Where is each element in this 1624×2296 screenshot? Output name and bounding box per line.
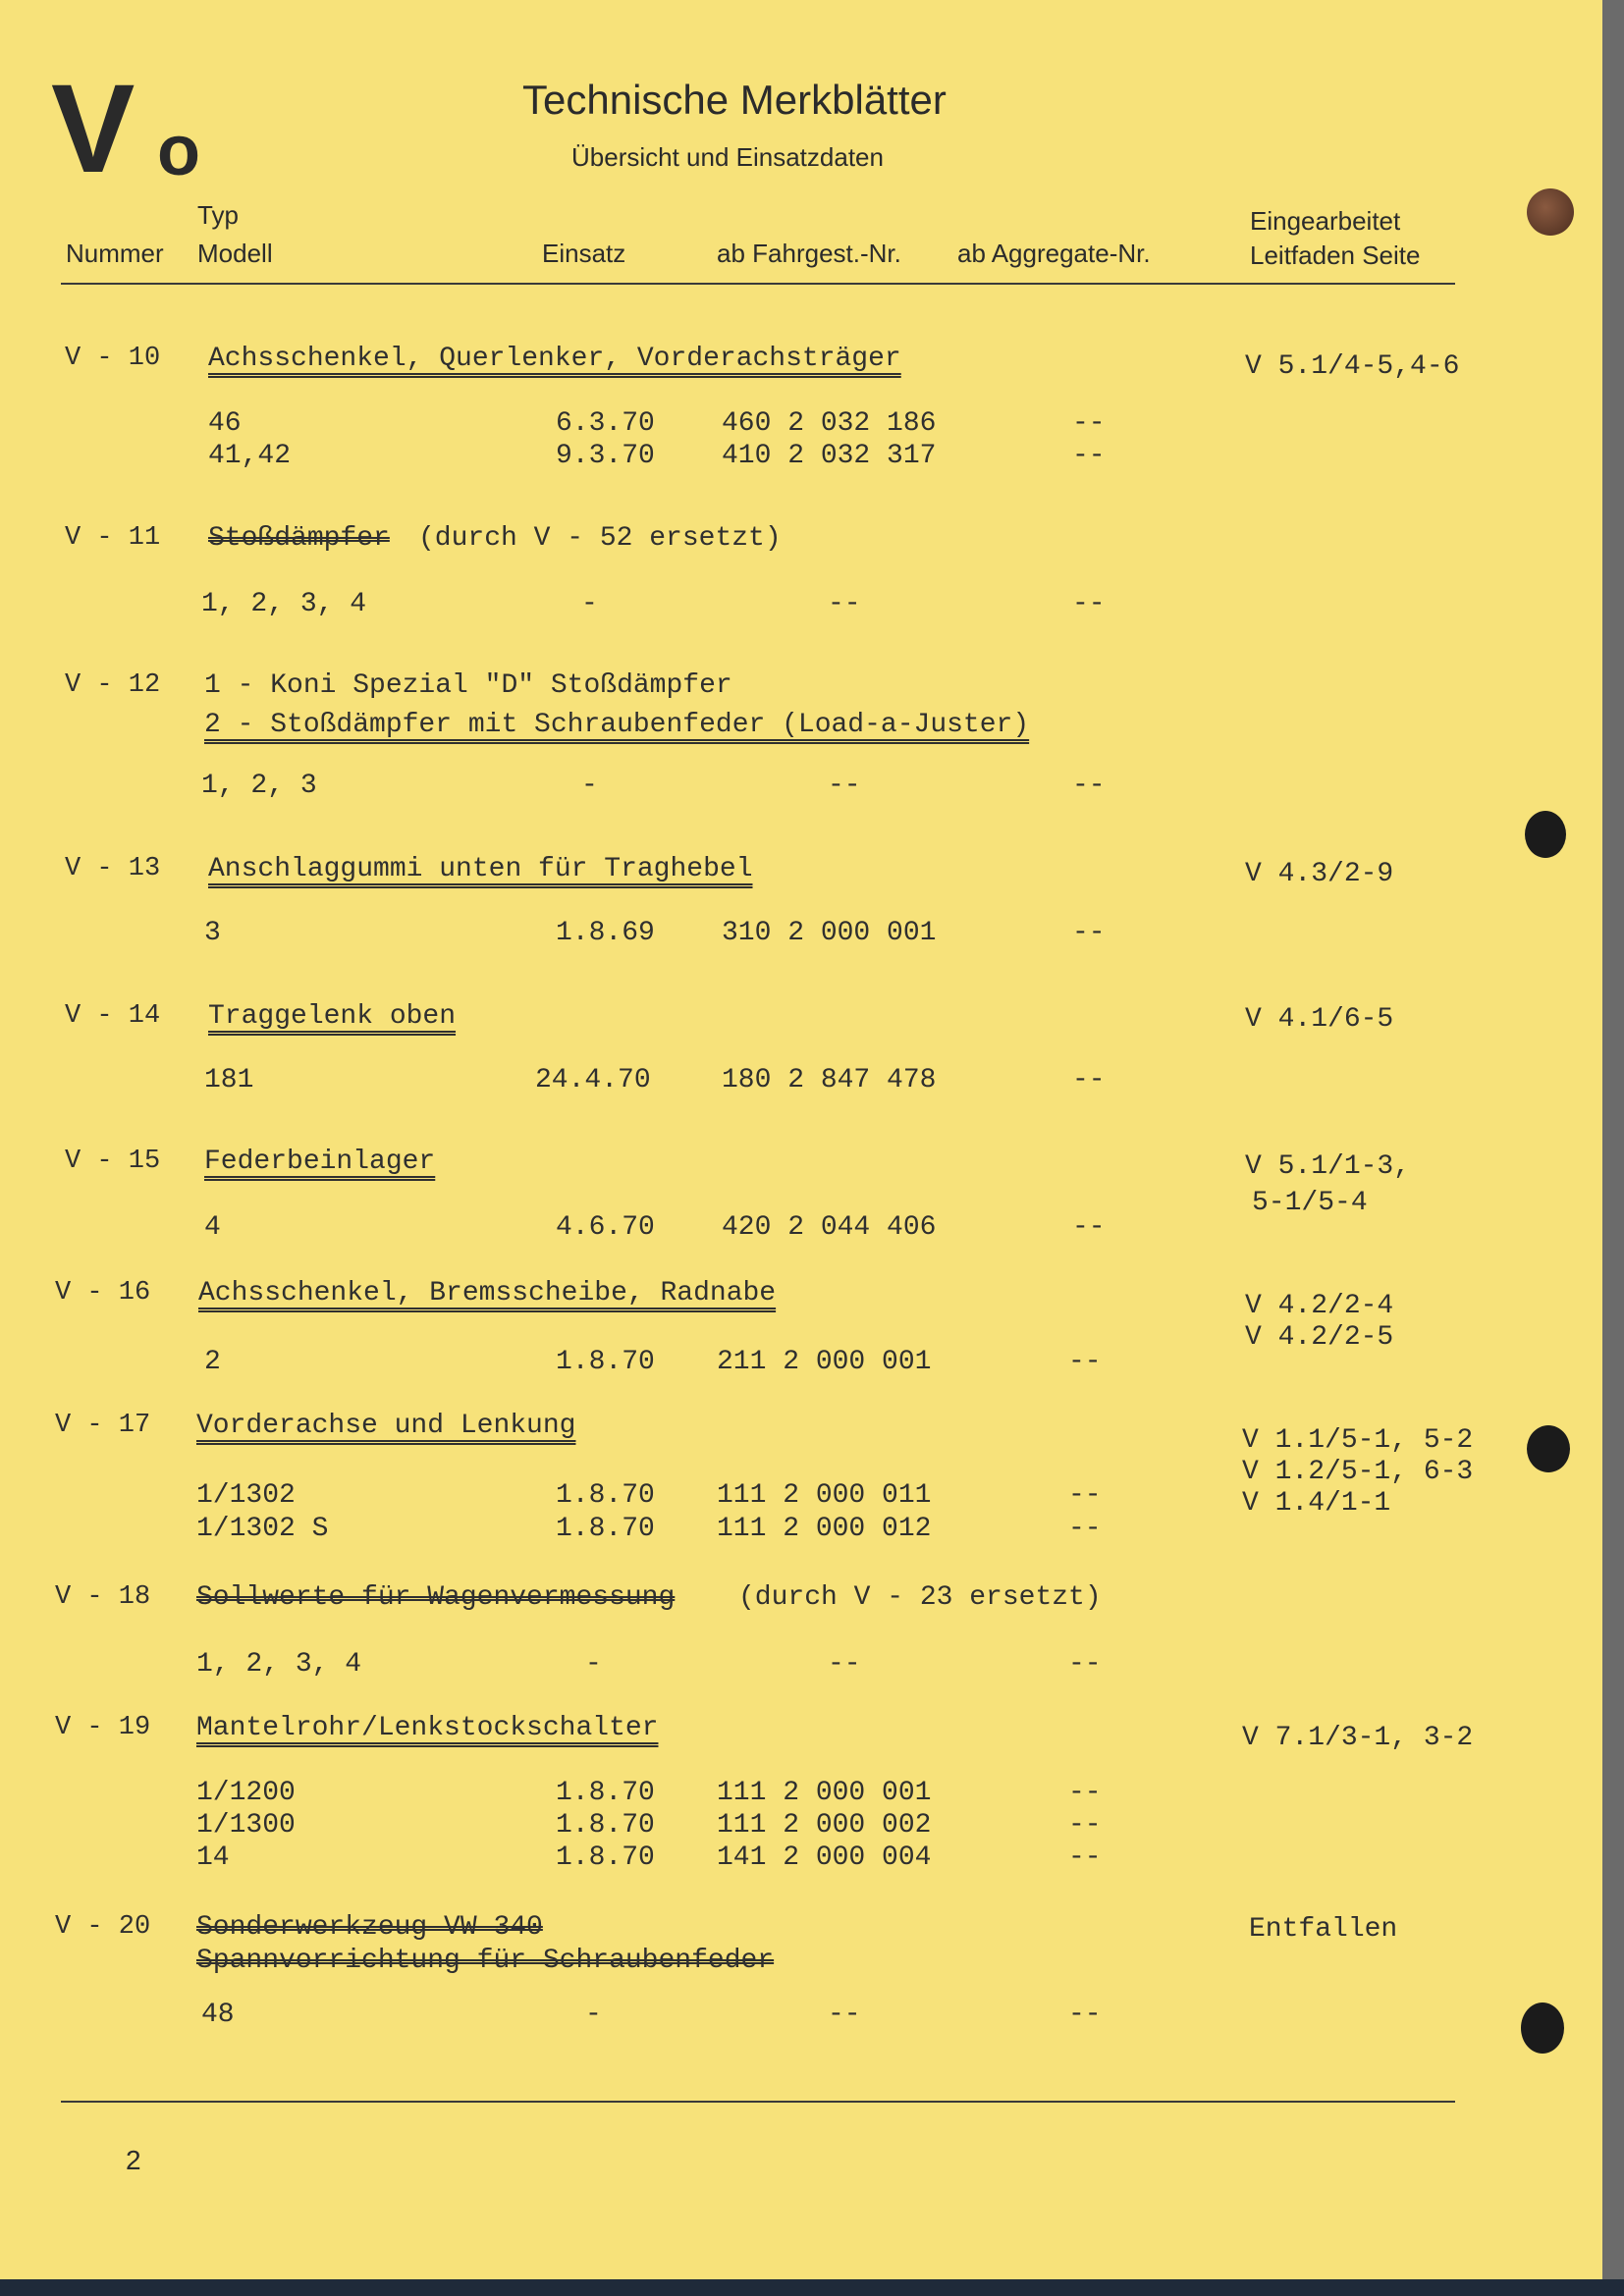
- row-fahrgest: --: [828, 771, 861, 801]
- page-number: 2: [126, 2145, 141, 2175]
- entry-title-struck: Sollwerte für Wagenvermessung: [196, 1582, 676, 1613]
- entry-number: V - 14: [65, 1001, 161, 1031]
- entry-leitfaden-ref: V 4.1/6-5: [1245, 1004, 1394, 1035]
- entry-number: V - 10: [65, 344, 161, 373]
- row-typ: 48: [201, 2000, 235, 2030]
- entry-title: Achsschenkel, Querlenker, Vorderachsträger: [208, 344, 901, 374]
- entry-number: V - 17: [55, 1411, 151, 1440]
- document-subtitle: Übersicht und Einsatzdaten: [571, 142, 884, 172]
- punch-hole-3: [1527, 1425, 1570, 1472]
- entry-leitfaden-ref: Entfallen: [1249, 1914, 1398, 1945]
- punch-hole-2: [1525, 811, 1566, 858]
- row-fahrgest: 111 2 000 011: [717, 1480, 932, 1511]
- entry-title: 1 - Koni Spezial "D" Stoßdämpfer: [204, 670, 732, 701]
- entry-title: Vorderachse und Lenkung: [196, 1411, 576, 1441]
- row-typ: 1/1302: [196, 1480, 296, 1511]
- row-aggregate: --: [1072, 408, 1106, 439]
- scan-edge-bottom: [0, 2279, 1624, 2296]
- header-divider: [61, 283, 1455, 285]
- row-fahrgest: --: [828, 1649, 861, 1680]
- row-fahrgest: 410 2 032 317: [722, 441, 937, 471]
- entry-leitfaden-ref: V 5.1/1-3,: [1245, 1151, 1411, 1182]
- entry-number: V - 15: [65, 1147, 161, 1176]
- row-typ: 41,42: [208, 441, 292, 471]
- vo-logo-letter-o: o: [157, 112, 200, 190]
- col-header-eingearbeitet: Eingearbeitet: [1250, 206, 1401, 236]
- row-einsatz: -: [581, 771, 598, 801]
- entry-replacement-note: (durch V - 52 ersetzt): [418, 523, 782, 554]
- row-typ: 181: [204, 1065, 254, 1095]
- row-fahrgest: 111 2 000 001: [717, 1778, 932, 1808]
- row-typ: 1/1200: [196, 1778, 296, 1808]
- entry-number: V - 19: [55, 1713, 151, 1742]
- col-header-nummer: Nummer: [66, 239, 164, 268]
- row-fahrgest: 420 2 044 406: [722, 1212, 937, 1243]
- col-header-leitfaden: Leitfaden Seite: [1250, 240, 1421, 270]
- entry-number: V - 16: [55, 1278, 151, 1308]
- row-aggregate: --: [1068, 1649, 1102, 1680]
- row-einsatz: 1.8.70: [556, 1842, 655, 1873]
- row-fahrgest: --: [828, 2000, 861, 2030]
- row-aggregate: --: [1072, 771, 1106, 801]
- entry-title: Anschlaggummi unten für Traghebel: [208, 854, 753, 884]
- row-typ: 3: [204, 918, 221, 948]
- row-typ: 1, 2, 3, 4: [196, 1649, 362, 1680]
- row-aggregate: --: [1072, 918, 1106, 948]
- punch-hole-4: [1521, 2002, 1564, 2054]
- row-typ: 4: [204, 1212, 221, 1243]
- row-fahrgest: 460 2 032 186: [722, 408, 937, 439]
- row-einsatz: -: [585, 2000, 602, 2030]
- row-einsatz: 1.8.70: [556, 1778, 655, 1808]
- entry-leitfaden-ref-2: 5-1/5-4: [1252, 1188, 1368, 1218]
- col-header-fahrgest: ab Fahrgest.-Nr.: [717, 239, 901, 268]
- row-einsatz: 9.3.70: [556, 441, 655, 471]
- row-einsatz: 4.6.70: [556, 1212, 655, 1243]
- row-einsatz: 1.8.70: [556, 1347, 655, 1377]
- entry-title-line2: 2 - Stoßdämpfer mit Schraubenfeder (Load-a-Juster): [204, 710, 1030, 740]
- row-aggregate: --: [1072, 1065, 1106, 1095]
- entry-title: Achsschenkel, Bremsscheibe, Radnabe: [198, 1278, 777, 1308]
- entry-leitfaden-ref: V 4.3/2-9: [1245, 859, 1394, 889]
- row-einsatz: 6.3.70: [556, 408, 655, 439]
- entry-number: V - 20: [55, 1912, 151, 1942]
- vo-logo-letter-v: V: [51, 59, 135, 199]
- row-aggregate: --: [1068, 1347, 1102, 1377]
- entry-replacement-note: (durch V - 23 ersetzt): [738, 1582, 1102, 1613]
- entry-title-struck: Stoßdämpfer: [208, 523, 390, 554]
- row-aggregate: --: [1068, 1842, 1102, 1873]
- row-typ: 1, 2, 3: [201, 771, 317, 801]
- row-aggregate: --: [1072, 441, 1106, 471]
- entry-title-line2-struck: Spannvorrichtung für Schraubenfeder: [196, 1946, 775, 1976]
- entry-number: V - 11: [65, 523, 161, 553]
- row-fahrgest: 141 2 000 004: [717, 1842, 932, 1873]
- row-einsatz: -: [585, 1649, 602, 1680]
- row-typ: 1/1300: [196, 1810, 296, 1841]
- entry-number: V - 12: [65, 670, 161, 700]
- entry-title: Traggelenk oben: [208, 1001, 457, 1032]
- row-aggregate: --: [1068, 2000, 1102, 2030]
- row-aggregate: --: [1068, 1480, 1102, 1511]
- punch-hole-1: [1527, 188, 1574, 236]
- entry-leitfaden-ref: V 4.2/2-4: [1245, 1291, 1394, 1321]
- row-einsatz: -: [581, 589, 598, 619]
- entry-leitfaden-ref: V 5.1/4-5,4-6: [1245, 351, 1460, 382]
- entry-number: V - 13: [65, 854, 161, 883]
- entry-leitfaden-ref-2: V 1.2/5-1, 6-3: [1242, 1457, 1474, 1487]
- col-header-typ: Typ: [197, 200, 239, 230]
- scan-edge-right: [1602, 0, 1624, 2296]
- row-typ: 46: [208, 408, 242, 439]
- row-typ: 2: [204, 1347, 221, 1377]
- entry-leitfaden-ref-2: V 4.2/2-5: [1245, 1322, 1394, 1353]
- row-fahrgest: 310 2 000 001: [722, 918, 937, 948]
- entry-title-struck: Sonderwerkzeug VW 340: [196, 1912, 543, 1943]
- row-fahrgest: 111 2 000 012: [717, 1514, 932, 1544]
- col-header-einsatz: Einsatz: [542, 239, 626, 268]
- entry-number: V - 18: [55, 1582, 151, 1612]
- row-einsatz: 1.8.70: [556, 1810, 655, 1841]
- footer-divider: [61, 2101, 1455, 2103]
- row-einsatz: 24.4.70: [535, 1065, 651, 1095]
- col-header-aggregate: ab Aggregate-Nr.: [957, 239, 1151, 268]
- row-fahrgest: 111 2 000 002: [717, 1810, 932, 1841]
- entry-title: Federbeinlager: [204, 1147, 436, 1177]
- entry-leitfaden-ref-3: V 1.4/1-1: [1242, 1488, 1391, 1519]
- col-header-modell: Modell: [197, 239, 273, 268]
- row-typ: 1, 2, 3, 4: [201, 589, 367, 619]
- entry-leitfaden-ref: V 1.1/5-1, 5-2: [1242, 1425, 1474, 1456]
- row-fahrgest: --: [828, 589, 861, 619]
- entry-leitfaden-ref: V 7.1/3-1, 3-2: [1242, 1723, 1474, 1753]
- row-fahrgest: 211 2 000 001: [717, 1347, 932, 1377]
- row-fahrgest: 180 2 847 478: [722, 1065, 937, 1095]
- row-einsatz: 1.8.70: [556, 1480, 655, 1511]
- row-typ: 1/1302 S: [196, 1514, 329, 1544]
- row-einsatz: 1.8.70: [556, 1514, 655, 1544]
- row-einsatz: 1.8.69: [556, 918, 655, 948]
- row-aggregate: --: [1068, 1778, 1102, 1808]
- document-title: Technische Merkblätter: [522, 77, 947, 123]
- row-aggregate: --: [1072, 1212, 1106, 1243]
- row-aggregate: --: [1068, 1810, 1102, 1841]
- row-typ: 14: [196, 1842, 230, 1873]
- row-aggregate: --: [1068, 1514, 1102, 1544]
- entry-title: Mantelrohr/Lenkstockschalter: [196, 1713, 659, 1743]
- row-aggregate: --: [1072, 589, 1106, 619]
